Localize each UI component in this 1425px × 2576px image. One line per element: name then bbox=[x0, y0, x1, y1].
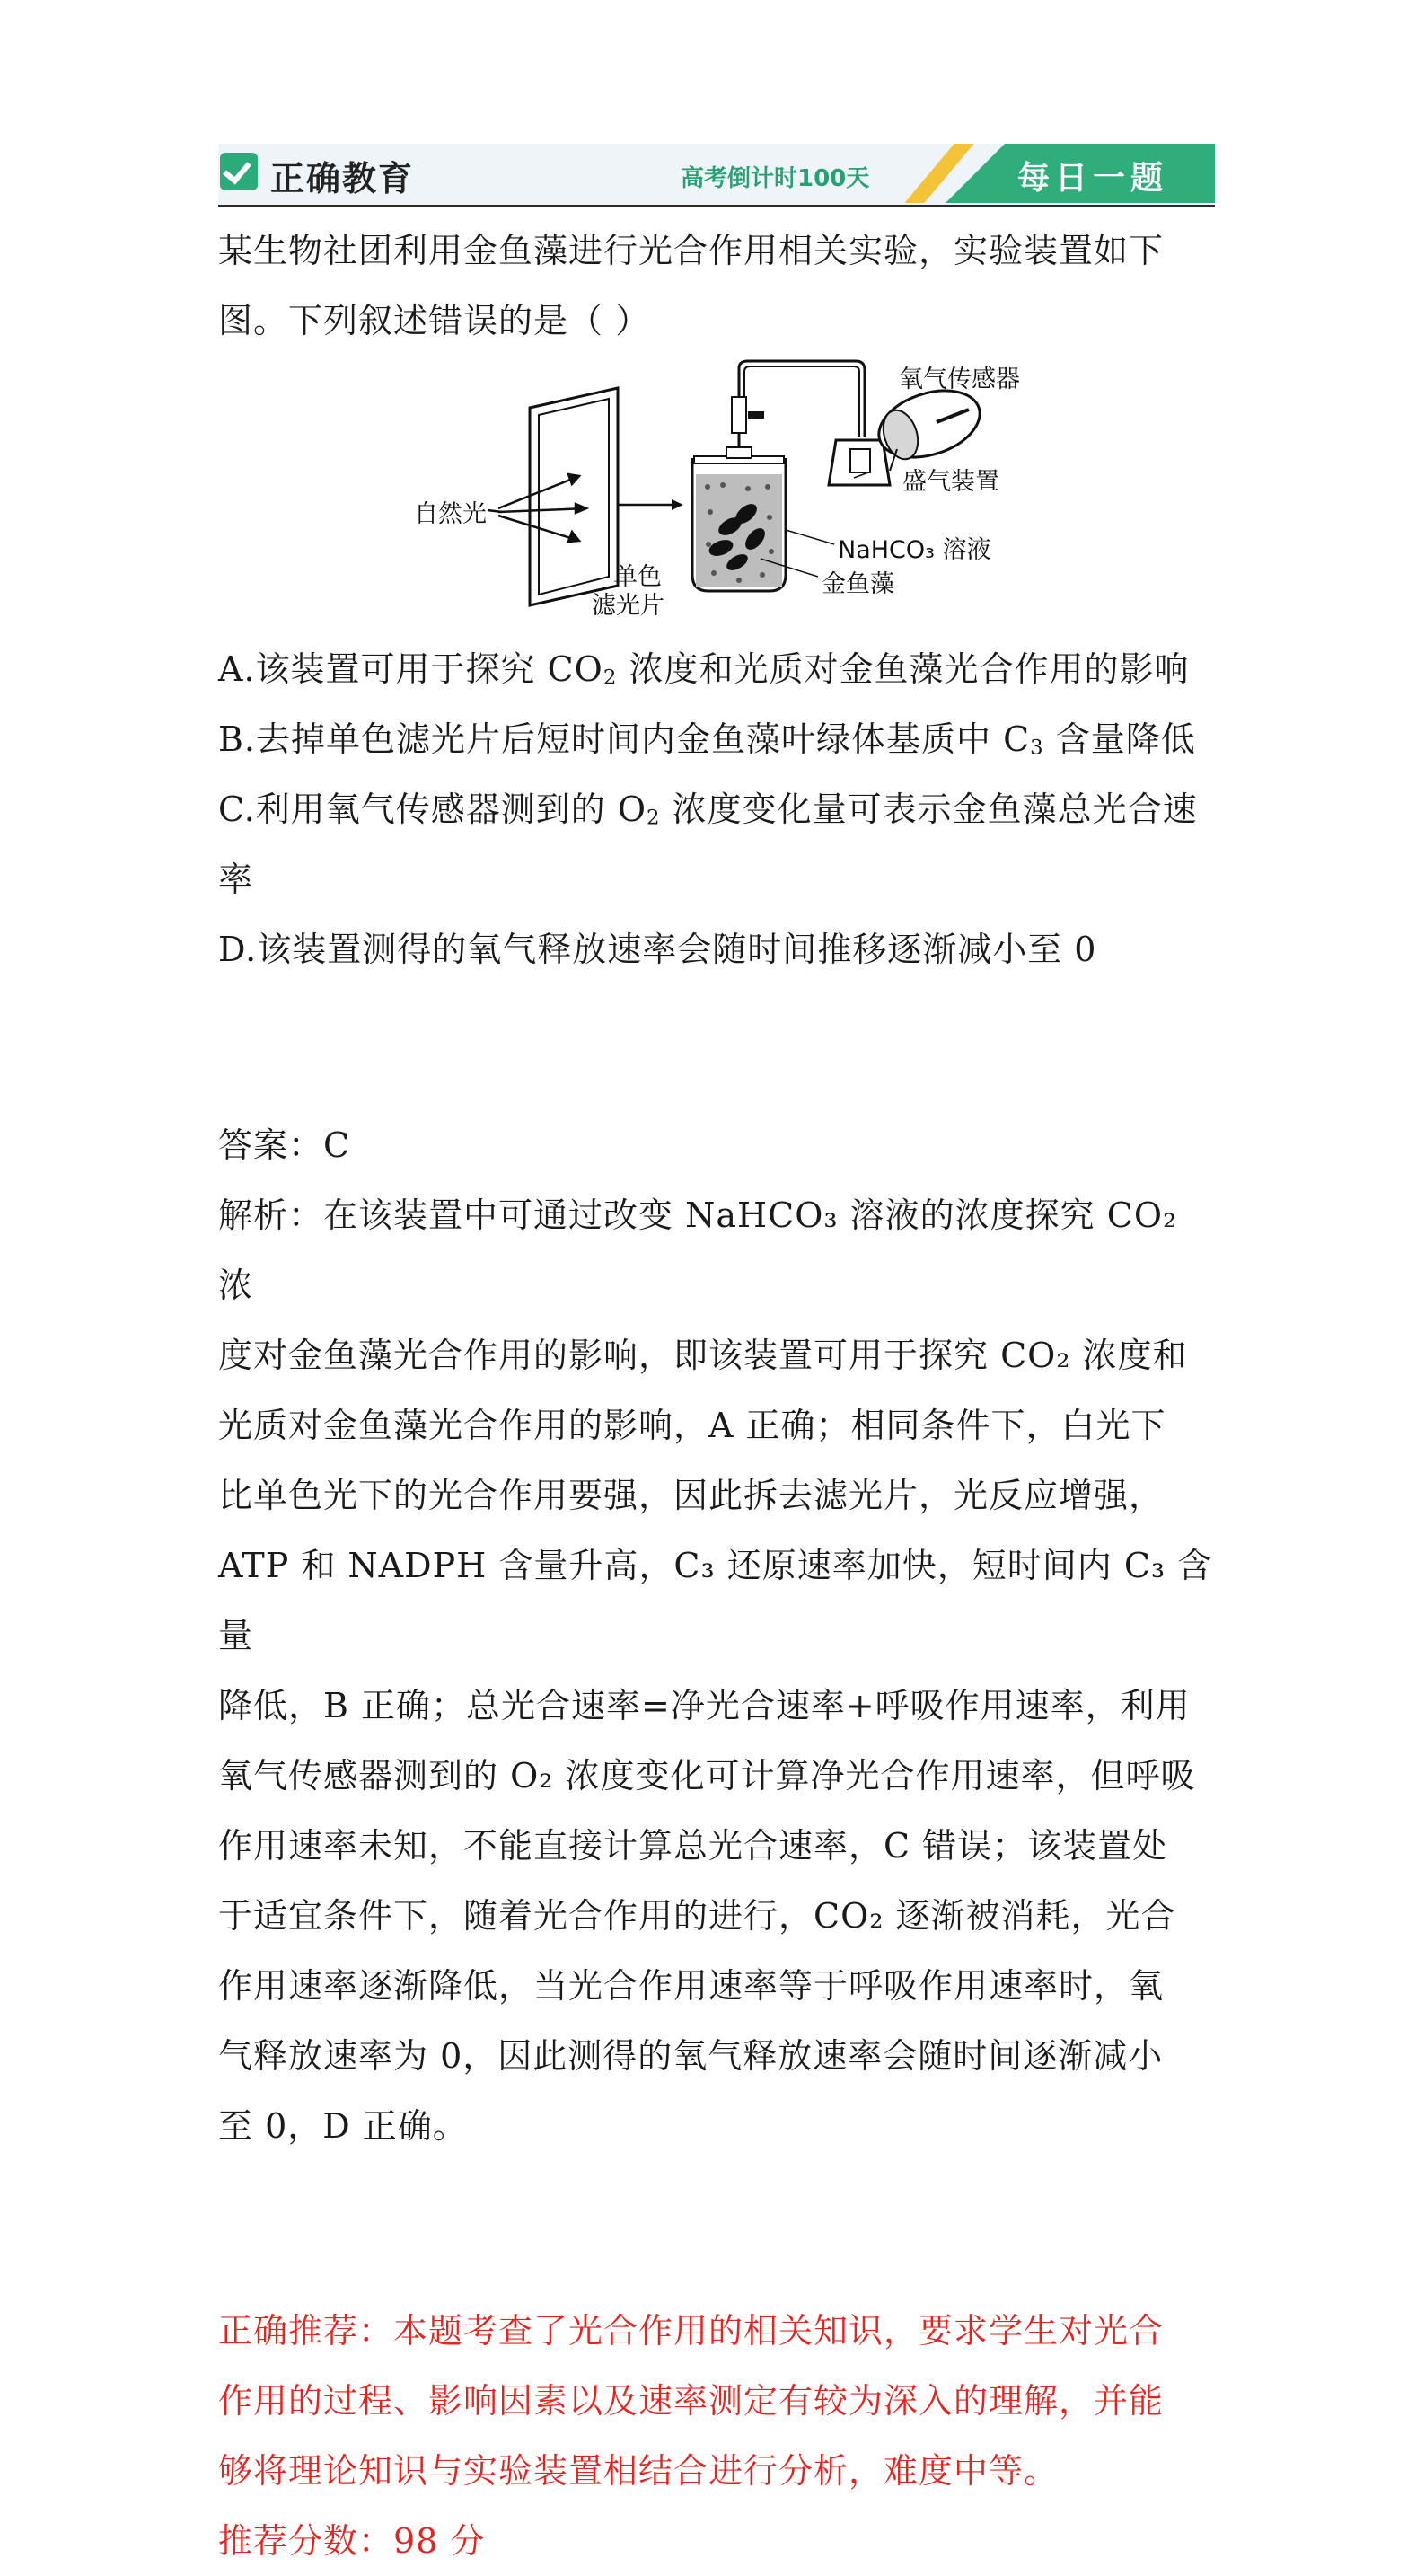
analysis-line: ATP 和 NADPH 含量升高，C₃ 还原速率加快，短时间内 C₃ 含量 bbox=[218, 1546, 1213, 1655]
natural-light-arrows bbox=[488, 474, 586, 542]
options-list bbox=[218, 634, 1215, 984]
recommendation-line: 作用的过程、影响因素以及速率测定有较为深入的理解，并能 bbox=[218, 2381, 1165, 2421]
brand-name: 正确教育 bbox=[270, 159, 415, 198]
oxygen-sensor-label: 氧气传感器 bbox=[899, 366, 1020, 393]
filter-label-line2: 滤光片 bbox=[592, 592, 664, 620]
natural-light-label: 自然光 bbox=[414, 500, 487, 528]
solution-label: NaHCO₃ 溶液 bbox=[838, 536, 991, 564]
question-stem bbox=[218, 216, 1215, 356]
gas-container-label: 盛气装置 bbox=[902, 468, 999, 496]
recommendation bbox=[218, 2296, 1215, 2576]
gas-tube bbox=[739, 361, 865, 437]
recommended-score: 推荐分数：98 分 bbox=[218, 2521, 486, 2561]
analysis-line: 作用速率逐渐降低，当光合作用速率等于呼吸作用速率时，氧 bbox=[218, 1966, 1165, 2006]
analysis-line: 至 0，D 正确。 bbox=[218, 2106, 468, 2146]
option-c-continued: 率 bbox=[218, 860, 254, 899]
analysis-line: 比单色光下的光合作用要强，因此拆去滤光片，光反应增强， bbox=[218, 1476, 1165, 1515]
recommendation-line: 够将理论知识与实验装置相结合进行分析，难度中等。 bbox=[218, 2451, 1060, 2491]
option-c: C.利用氧气传感器测到的 $O_2$ 浓度变化量可表示金鱼藻总光合速 bbox=[218, 790, 1198, 830]
nahco3-solution bbox=[696, 474, 782, 587]
option-a: A.该装置可用于探究 $CO_2$ 浓度和光质对金鱼藻光合作用的影响 bbox=[218, 649, 1190, 690]
analysis-line: 降低，B 正确；总光合速率=净光合速率+呼吸作用速率，利用 bbox=[218, 1686, 1191, 1725]
stem-line: 图。下列叙述错误的是（ ） bbox=[218, 301, 651, 340]
stem-line: 某生物社团利用金鱼藻进行光合作用相关实验，实验装置如下 bbox=[218, 231, 1165, 270]
analysis-line: 于适宜条件下，随着光合作用的进行，CO₂ 逐渐被消耗，光合 bbox=[218, 1896, 1176, 1936]
analysis-line: 度对金鱼藻光合作用的影响，即该装置可用于探究 CO₂ 浓度和 bbox=[218, 1336, 1188, 1375]
check-logo-icon bbox=[220, 153, 258, 190]
countdown-text: 高考倒计时100天 bbox=[681, 165, 870, 192]
analysis-line: 气释放速率为 0，因此测得的氧气释放速率会随时间逐渐减小 bbox=[218, 2036, 1164, 2076]
analysis bbox=[218, 1180, 1215, 2161]
header-banner bbox=[218, 144, 1215, 207]
answer: 答案：C bbox=[218, 1125, 351, 1165]
apparatus-diagram bbox=[218, 359, 1215, 629]
daily-question-label: 每日一题 bbox=[1016, 160, 1168, 197]
recommendation-line: 正确推荐：本题考查了光合作用的相关知识，要求学生对光合 bbox=[218, 2311, 1165, 2351]
analysis-line: 作用速率未知，不能直接计算总光合速率，C 错误；该装置处 bbox=[218, 1826, 1168, 1866]
option-d: D.该装置测得的氧气释放速率会随时间推移逐渐减小至 0 bbox=[218, 930, 1097, 969]
analysis-line: 解析：在该装置中可通过改变 NaHCO₃ 溶液的浓度探究 CO₂ 浓 bbox=[218, 1195, 1178, 1305]
analysis-line: 光质对金鱼藻光合作用的影响，A 正确；相同条件下，白光下 bbox=[218, 1406, 1166, 1445]
apparatus-drawing bbox=[218, 359, 1215, 629]
option-b: B.去掉单色滤光片后短时间内金鱼藻叶绿体基质中 $C_3$ 含量降低 bbox=[218, 719, 1196, 760]
filter-pane bbox=[530, 388, 618, 605]
filter-label-line1: 单色 bbox=[613, 563, 662, 591]
page bbox=[218, 144, 1215, 2576]
plant-label: 金鱼藻 bbox=[822, 570, 894, 598]
analysis-line: 氧气传感器测到的 O₂ 浓度变化可计算净光合作用速率，但呼吸 bbox=[218, 1756, 1196, 1795]
